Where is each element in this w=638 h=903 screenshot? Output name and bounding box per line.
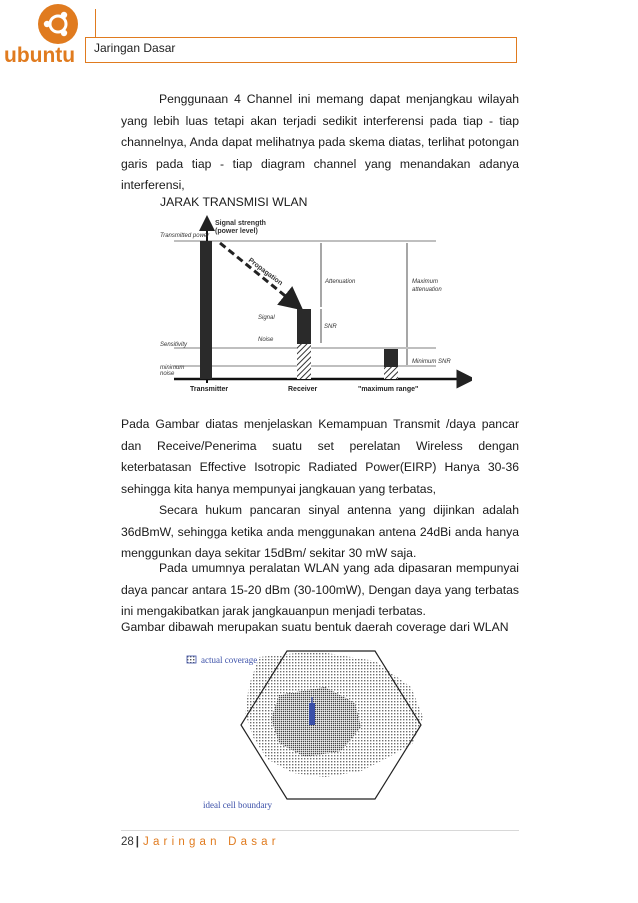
paragraph-5 <box>121 617 519 639</box>
wlan-transmission-diagram <box>160 213 472 397</box>
header-title: Jaringan Dasar <box>94 41 176 55</box>
max-range-signal-bar <box>384 349 398 367</box>
label-receiver: Receiver <box>288 386 318 393</box>
receiver-noise-bar <box>297 344 311 379</box>
running-title: Jaringan Dasar <box>143 836 280 848</box>
legend-actual-coverage-swatch <box>187 656 196 663</box>
header-accent-line <box>95 9 96 37</box>
label-max-attenuation-1: Maximum <box>412 279 439 285</box>
page-number: 28 <box>121 836 134 848</box>
label-signal: Signal <box>258 315 275 321</box>
label-minimum-noise-1: minimum <box>160 365 185 371</box>
section-heading: JARAK TRANSMISI WLAN <box>160 195 308 209</box>
legend-ideal-cell-boundary: ideal cell boundary <box>203 800 272 810</box>
label-snr: SNR <box>324 324 337 330</box>
paragraph-4 <box>121 558 519 623</box>
paragraph-1 <box>121 89 519 197</box>
label-maximum-range: "maximum range" <box>358 386 419 393</box>
coverage-diagram <box>175 647 455 815</box>
footer-rule <box>121 830 519 831</box>
paragraph-4-text: Pada umumnya peralatan WLAN yang ada dipasaran mempunyai daya pancar antara 15-20 dBm (30-100mW), Dengan daya yang terbatas ini mengakibatkan jarak jangkauanpun menjadi terbatas. <box>121 561 519 618</box>
label-transmitted-power: Transmitted power <box>160 233 210 239</box>
paragraph-1-text: Penggunaan 4 Channel ini memang dapat menjangkau wilayah yang lebih luas tetapi akan terjadi sedikit interferensi pada tiap - tiap channelnya, Anda dapat melihatnya pada skema diatas, terlihat potongan garis pada tiap - tiap diagram channel yang menandakan adanya interferensi, <box>121 92 519 192</box>
paragraph-2-text: Pada Gambar diatas menjelaskan Kemampuan Transmit /daya pancar dan Receive/Penerima suatu set perelatan Wireless dengan keterbatasan Effective Isotropic Radiated Power(EIRP) Hanya 30-36 sehingga kita hanya mempunyai jangkauan yang terbatas, <box>121 417 519 496</box>
max-range-noise-bar <box>384 367 398 379</box>
paragraph-2 <box>121 414 519 500</box>
label-noise: Noise <box>258 337 274 343</box>
label-signal-strength-1: Signal strength <box>215 220 266 227</box>
footer <box>121 836 280 848</box>
paragraph-5-text: Gambar dibawah merupakan suatu bentuk daerah coverage dari WLAN <box>121 620 509 634</box>
label-sensitivity: Sensitivity <box>160 342 188 348</box>
transmitter-bar <box>200 241 212 379</box>
label-attenuation: Attenuation <box>325 279 356 285</box>
label-minimum-snr: Minimum SNR <box>412 359 451 365</box>
label-transmitter: Transmitter <box>190 386 229 393</box>
footer-separator: | <box>135 836 140 848</box>
label-minimum-noise-2: noise <box>160 371 175 377</box>
receiver-signal-bar <box>297 309 311 344</box>
label-max-attenuation-2: attenuation <box>412 287 442 293</box>
antenna-icon <box>309 703 315 725</box>
propagation-arrow <box>220 243 294 303</box>
paragraph-3-text: Secara hukum pancaran sinyal antenna yang dijinkan adalah 36dBmW, sehingga ketika anda menggunakan antena 24dBi anda hanya menggunkan daya sekitar 15dBm/ sekitar 30 mW saja. <box>121 503 519 560</box>
logo-text: ubuntu <box>4 44 76 67</box>
paragraph-3 <box>121 500 519 565</box>
label-signal-strength-2: (power level) <box>215 228 258 235</box>
legend-actual-coverage: actual coverage <box>201 655 258 665</box>
label-propagation: Propagation <box>246 257 284 288</box>
